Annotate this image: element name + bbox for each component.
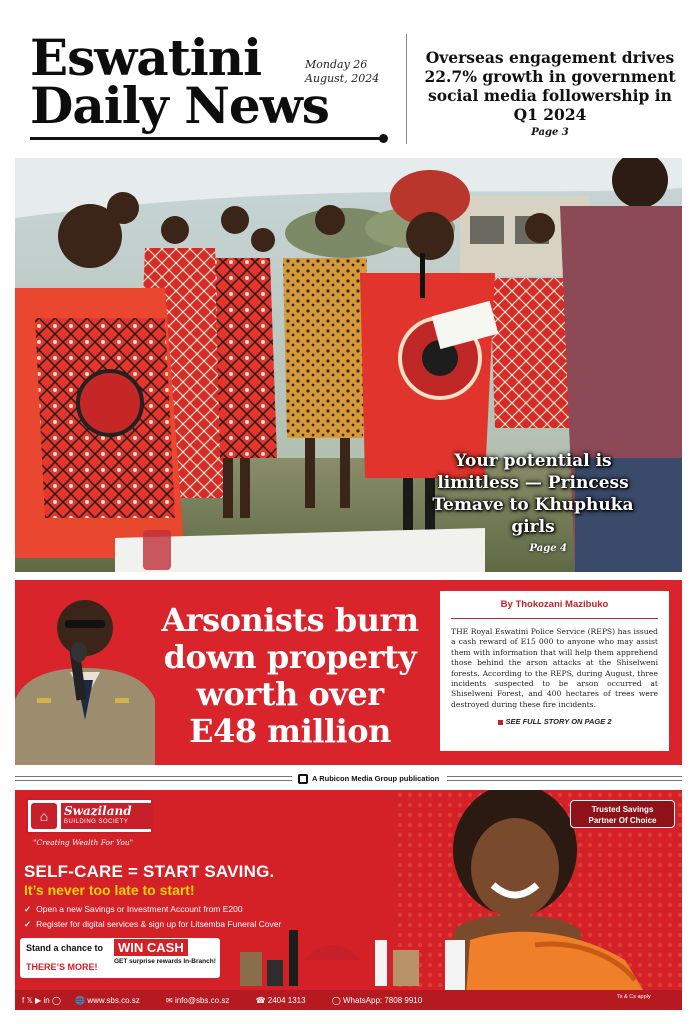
- see-full-story-link[interactable]: [451, 717, 658, 726]
- teaser-headline: Overseas engagement drives 22.7% growth in government social media followership in Q1 2024: [424, 48, 676, 124]
- whatsapp-text: WhatsApp: 7808 9910: [343, 996, 423, 1005]
- sbs-logo[interactable]: [26, 798, 153, 834]
- logo-line-2: Daily News: [30, 76, 329, 135]
- publisher-strip: [15, 773, 682, 787]
- publisher-text: A Rubicon Media Group publication: [312, 774, 440, 783]
- surprise-rewards-text: GET surprise rewards In-Branch!: [114, 958, 216, 965]
- win-cash-box: [20, 938, 220, 978]
- headline-line-1: Arsonists burn: [161, 601, 419, 639]
- check-icon: ✓: [24, 904, 32, 914]
- headline-line-4: E48 million: [189, 712, 391, 750]
- teaser-page-ref: Page 3: [531, 127, 569, 138]
- stand-chance-text: Stand a chance to: [26, 943, 104, 953]
- ad-bullet: [24, 917, 281, 932]
- ad-slogan: "Creating Wealth For You": [33, 838, 134, 847]
- bullet-square-icon: [498, 720, 503, 725]
- top-teaser[interactable]: [418, 48, 682, 140]
- sbs-mark-icon: ⌂: [31, 803, 57, 829]
- website-link[interactable]: 🌐 www.sbs.co.sz: [75, 996, 140, 1005]
- ad-contact-bar: [15, 991, 682, 1010]
- sbs-advert[interactable]: [15, 790, 682, 1010]
- police-officer-photo: [15, 580, 155, 765]
- strip-rule-right: [447, 776, 682, 781]
- date-line-1: Monday 26: [305, 58, 368, 71]
- trusted-line-1: Trusted Savings: [591, 805, 654, 814]
- ad-headline: SELF-CARE = START SAVING.: [24, 862, 275, 881]
- social-icons[interactable]: f 𝕏 ▶ in ◯: [22, 996, 61, 1005]
- date-line-2: August, 2024: [305, 72, 380, 85]
- ad-bullet-2: Register for digital services & sign up for Litsemba Funeral Cover: [36, 919, 282, 929]
- phone-text: 2404 1313: [267, 996, 306, 1005]
- logo-line-1: Eswatini: [30, 28, 262, 87]
- headline-line-3: worth over: [196, 675, 384, 713]
- sbs-brand-sub: BUILDING SOCIETY: [64, 819, 129, 825]
- masthead-divider: [406, 34, 407, 144]
- masthead: [0, 0, 696, 158]
- email-link[interactable]: ✉ info@sbs.co.sz: [166, 996, 230, 1005]
- lead-story-band[interactable]: [15, 580, 682, 765]
- phone-link[interactable]: ☎ 2404 1313: [255, 996, 306, 1005]
- strip-rule-left: [15, 776, 292, 781]
- byline: By Thokozani Mazibuko: [451, 599, 658, 619]
- check-icon: ✓: [24, 919, 32, 929]
- win-cash-label: WIN CASH: [114, 939, 188, 956]
- story-body: THE Royal Eswatini Police Service (REPS) has issued a cash reward of E15 000 to anyone who may assist them with information that will help them apprehend those behind the arson attacks at the Shiselweni forests. According to the REPS, during August, three incidents suspected to be arson occurred at Shiselweni Forest, and 400 hectares of trees were destroyed during these fire incidents.: [451, 627, 658, 709]
- sbs-brand-name: Swaziland: [64, 804, 132, 818]
- hero-page-ref: Page 4: [529, 543, 567, 554]
- ad-bullets: [24, 902, 281, 932]
- story-summary-box: [440, 591, 669, 751]
- trusted-line-2: Partner Of Choice: [588, 816, 657, 825]
- ad-subheadline: It’s never too late to start!: [24, 882, 195, 898]
- email-text: info@sbs.co.sz: [174, 996, 230, 1005]
- hero-caption: Your potential is limitless — Princess Temave to Khuphuka girls: [432, 451, 634, 537]
- theres-more-label: THERE’S MORE!: [26, 962, 98, 972]
- whatsapp-link[interactable]: ◯ WhatsApp: 7808 9910: [331, 996, 423, 1005]
- website-text: www.sbs.co.sz: [87, 996, 140, 1005]
- sbs-brand: [61, 803, 151, 829]
- rubicon-logo-icon: [298, 774, 308, 784]
- publisher-credit: [298, 773, 439, 785]
- lead-headline[interactable]: [139, 602, 441, 750]
- trusted-badge: [570, 800, 675, 828]
- issue-date: [305, 58, 379, 86]
- terms-apply: Ts & Cs apply: [617, 994, 651, 1000]
- see-full-label: SEE FULL STORY ON PAGE 2: [505, 717, 612, 727]
- ad-bullet-1: Open a new Savings or Investment Account from E200: [36, 904, 243, 914]
- hero-photo[interactable]: [15, 158, 682, 572]
- headline-line-2: down property: [163, 638, 417, 676]
- ad-bullet: [24, 902, 281, 917]
- logo-underline: [30, 137, 382, 140]
